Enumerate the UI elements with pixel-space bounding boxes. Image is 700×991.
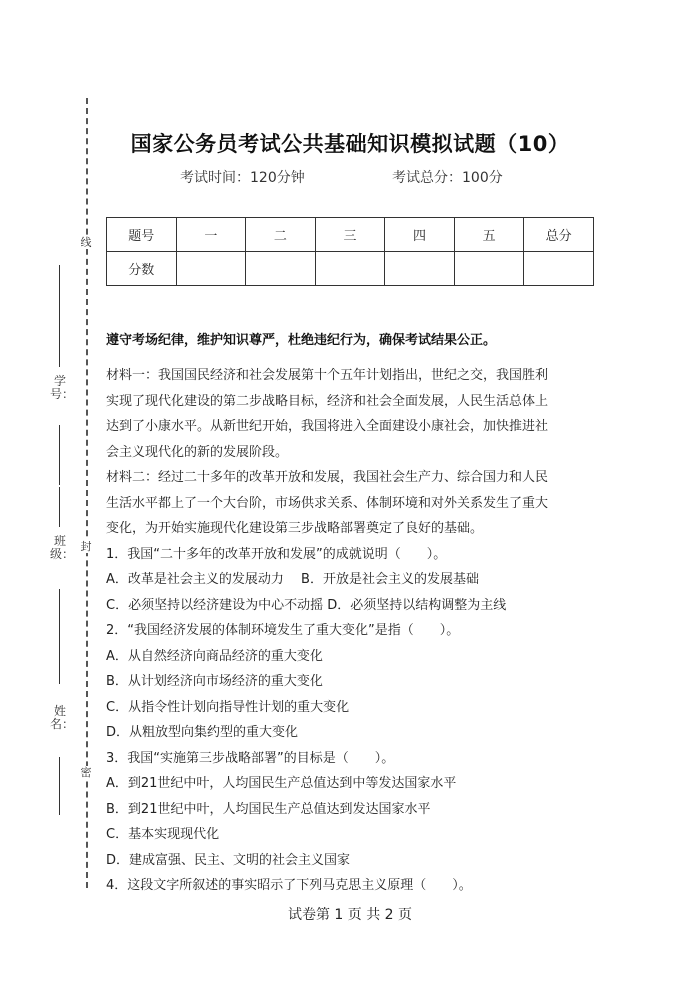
exam-time: 考试时间：120分钟	[180, 170, 305, 186]
score-table-score-row	[107, 252, 594, 286]
answer-option: C．必须坚持以经济建设为中心不动摇 D．必须坚持以结构调整为主线	[106, 597, 507, 613]
material-line: 达到了小康水平。从新世纪开始，我国将进入全面建设小康社会，加快推进社	[106, 419, 549, 434]
answer-option: C．基本实现现代化	[106, 827, 220, 842]
answer-option: A．改革是社会主义的发展动力 B．开放是社会主义的发展基础	[106, 572, 479, 587]
answer-option: C．从指令性计划向指导性计划的重大变化	[106, 699, 350, 715]
name-underline	[59, 757, 60, 815]
score-header-cell: 四	[385, 218, 455, 252]
student-id-label: 学号：	[50, 374, 75, 401]
score-header-cell: 五	[454, 218, 524, 252]
material-line: 实现了现代化建设的第二步战略目标，经济和社会全面发展，人民生活总体上	[106, 393, 549, 409]
score-header-cell: 三	[315, 218, 385, 252]
score-header-cell: 总分	[524, 218, 594, 252]
score-header-cell: 题号	[107, 218, 177, 252]
score-input-cell[interactable]	[176, 252, 246, 286]
class-underline	[59, 487, 60, 527]
answer-option: B．到21世纪中叶，人均国民生产总值达到发达国家水平	[106, 801, 431, 817]
question-stem: 3．我国“实施第三步战略部署”的目标是（ ）。	[106, 750, 395, 766]
answer-option: D．建成富强、民主、文明的社会主义国家	[106, 852, 351, 868]
answer-option: A．到21世纪中叶，人均国民生产总值达到中等发达国家水平	[106, 776, 457, 791]
question-stem: 1．我国“二十多年的改革开放和发展”的成就说明（ ）。	[106, 546, 447, 562]
question-content	[106, 363, 596, 899]
score-table-header-row	[107, 218, 594, 252]
binding-marker-mi: 密	[80, 766, 92, 779]
answer-option: D．从粗放型向集约型的重大变化	[106, 725, 299, 740]
material-line: 材料二：经过二十多年的改革开放和发展，我国社会生产力、综合国力和人民	[106, 470, 549, 485]
question-stem: 2．“我国经济发展的体制环境发生了重大变化”是指（ ）。	[106, 623, 460, 638]
name-label: 姓名：	[50, 704, 75, 731]
score-input-cell[interactable]	[315, 252, 385, 286]
page-footer: 试卷第 1 页 共 2 页	[287, 907, 413, 923]
exam-notice: 遵守考场纪律，维护知识尊严，杜绝违纪行为，确保考试结果公正。	[106, 333, 497, 348]
material-line: 生活水平都上了一个大台阶，市场供求关系、体制环境和对外关系发生了重大	[106, 495, 549, 511]
answer-option: A．从自然经济向商品经济的重大变化	[106, 648, 323, 664]
binding-marker-xian: 线	[80, 236, 92, 249]
material-line: 材料一：我国国民经济和社会发展第十个五年计划指出，世纪之交，我国胜利	[106, 368, 549, 383]
score-row-label: 分数	[107, 252, 177, 286]
total-score: 考试总分：100分	[392, 170, 503, 186]
answer-option: B．从计划经济向市场经济的重大变化	[106, 674, 323, 689]
score-table	[106, 217, 594, 286]
question-stem: 4．这段文字所叙述的事实昭示了下列马克思主义原理（ ）。	[106, 878, 472, 893]
score-header-cell: 二	[246, 218, 316, 252]
exam-title: 国家公务员考试公共基础知识模拟试题（10）	[130, 132, 570, 156]
score-header-cell: 一	[176, 218, 246, 252]
class-label: 班级：	[50, 534, 75, 561]
binding-marker-feng: 封	[80, 540, 92, 553]
student-id-underline-lower	[59, 425, 60, 485]
score-input-cell[interactable]	[524, 252, 594, 286]
score-input-cell[interactable]	[246, 252, 316, 286]
material-line: 会主义现代化的新的发展阶段。	[106, 444, 289, 460]
material-line: 变化，为开始实施现代化建设第三步战略部署奠定了良好的基础。	[106, 521, 484, 536]
score-input-cell[interactable]	[454, 252, 524, 286]
score-input-cell[interactable]	[385, 252, 455, 286]
class-underline-lower	[59, 589, 60, 684]
student-id-underline	[59, 265, 60, 367]
